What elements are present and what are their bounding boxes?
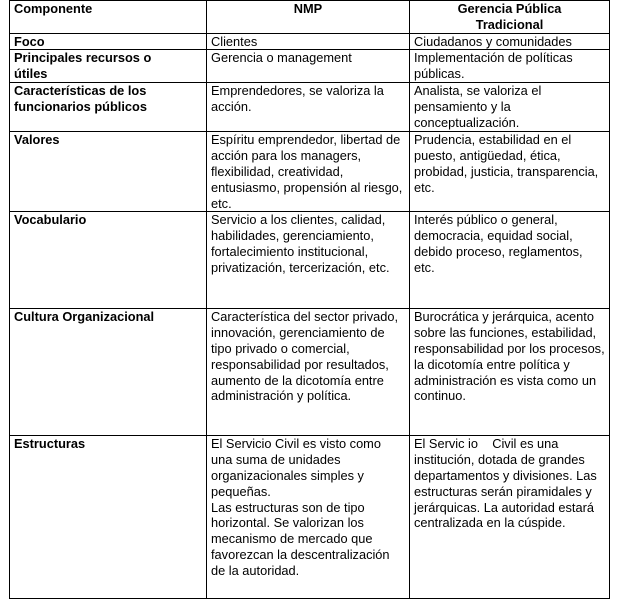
row-label: Cultura Organizacional (10, 309, 207, 436)
header-nmp: NMP (207, 1, 410, 34)
table-row (10, 436, 610, 599)
row-label: Foco (10, 33, 207, 50)
row-label: Principales recursos o útiles (10, 50, 207, 83)
nmp-cell: El Servicio Civil es visto como una suma de unidades organizacionales simples y pequeñas. Las estructuras son de tipo horizontal. Se valorizan los mecanismo de mercado que favorezcan la descentralización de la autoridad. (207, 436, 410, 599)
gpt-cell: Prudencia, estabilidad en el puesto, antigüedad, ética, probidad, justicia, transparencia, etc. (410, 132, 610, 212)
header-componente: Componente (10, 1, 207, 34)
gpt-cell: Burocrática y jerárquica, acento sobre las funciones, estabilidad, responsabilidad por los procesos, la dicotomía entre política y administración es vista como un continuo. (410, 309, 610, 436)
table-row (10, 309, 610, 436)
nmp-cell: Característica del sector privado, innovación, gerenciamiento de tipo privado o comercial, responsabilidad por resultados, aumento de la dicotomía entre administración y política. (207, 309, 410, 436)
gpt-cell: El Servic io Civil es una institución, dotada de grandes departamentos y divisiones. Las estructuras serán piramidales y jerárquicas. La autoridad estará centralizada en la cúspide. (410, 436, 610, 599)
nmp-cell: Servicio a los clientes, calidad, habilidades, gerenciamiento, fortalecimiento institucional, privatización, tercerización, etc. (207, 212, 410, 309)
header-gerencia-publica-tradicional: Gerencia Pública Tradicional (410, 1, 610, 34)
table-row (10, 212, 610, 309)
nmp-cell: Gerencia o management (207, 50, 410, 83)
row-label: Características de los funcionarios públicos (10, 83, 207, 132)
gpt-cell: Interés público o general, democracia, equidad social, debido proceso, reglamentos, etc. (410, 212, 610, 309)
comparison-table (9, 0, 610, 599)
header-row (10, 1, 610, 34)
table-row (10, 33, 610, 50)
row-label: Estructuras (10, 436, 207, 599)
table-row (10, 132, 610, 212)
nmp-cell: Clientes (207, 33, 410, 50)
gpt-cell: Analista, se valoriza el pensamiento y la conceptualización. (410, 83, 610, 132)
nmp-cell: Emprendedores, se valoriza la acción. (207, 83, 410, 132)
table-row (10, 50, 610, 83)
row-label: Valores (10, 132, 207, 212)
row-label: Vocabulario (10, 212, 207, 309)
nmp-cell: Espíritu emprendedor, libertad de acción para los managers, flexibilidad, creatividad, entusiasmo, propensión al riesgo, etc. (207, 132, 410, 212)
gpt-cell: Implementación de políticas públicas. (410, 50, 610, 83)
gpt-cell: Ciudadanos y comunidades (410, 33, 610, 50)
table-row (10, 83, 610, 132)
